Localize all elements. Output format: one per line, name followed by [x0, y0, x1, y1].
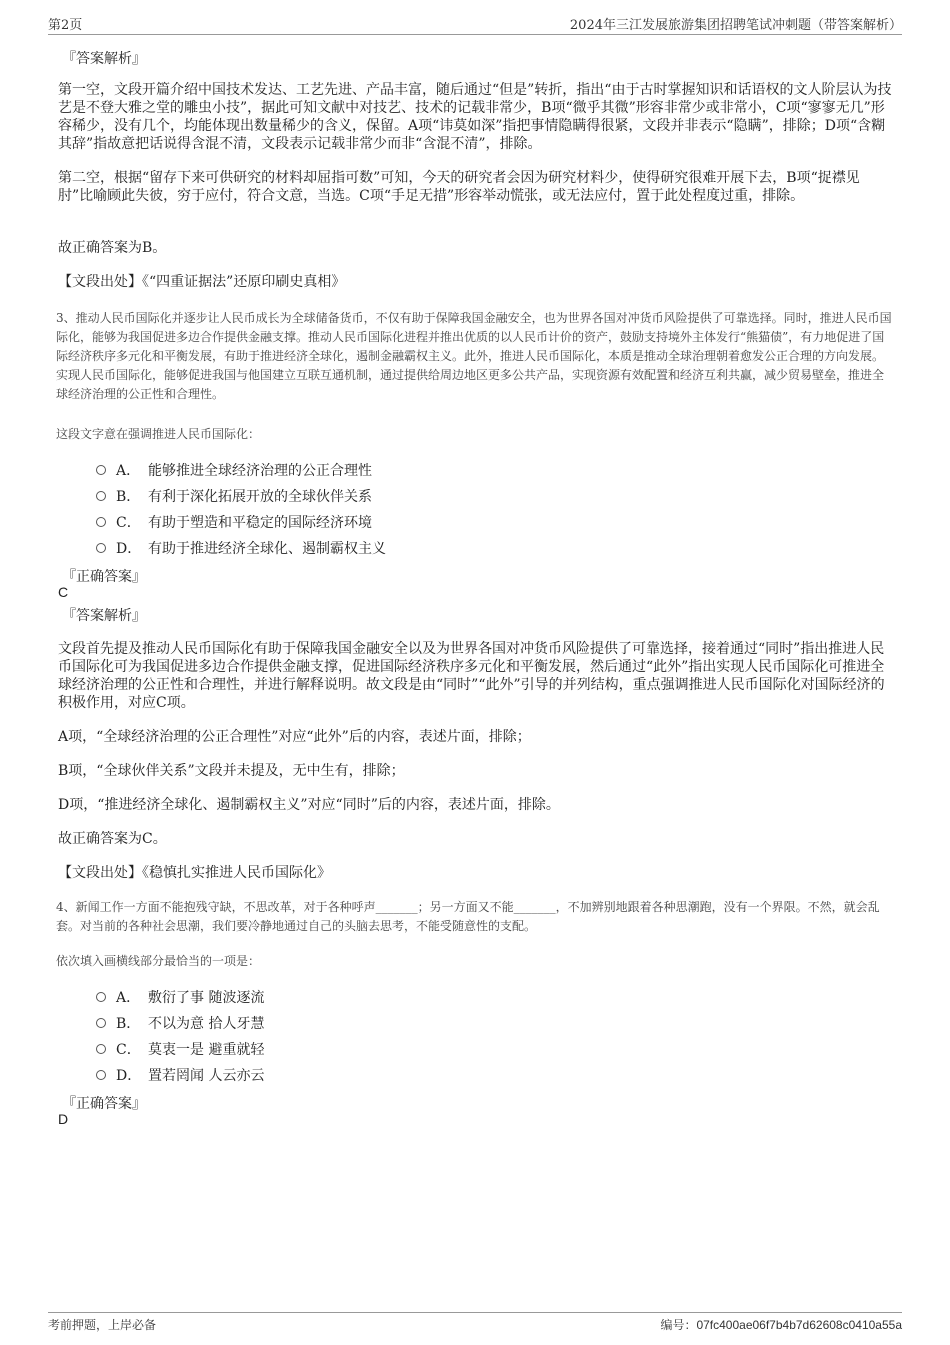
question-prompt: 这段文字意在强调推进人民币国际化： [56, 427, 261, 441]
question-prompt: 依次填入画横线部分最恰当的一项是： [56, 954, 261, 968]
option-a[interactable]: A． 能够推进全球经济治理的公正合理性 [96, 460, 372, 480]
analysis-option-b: B项，“全球伙伴关系”文段并未提及，无中生有，排除； [58, 763, 405, 779]
analysis-conclusion: 故正确答案为C。 [58, 831, 167, 847]
code-label: 编号： [660, 1318, 697, 1332]
document-code [660, 1316, 902, 1333]
radio-icon[interactable] [96, 491, 106, 501]
radio-icon[interactable] [96, 517, 106, 527]
analysis-paragraph-2: 第二空，根据“留存下来可供研究的材料却屈指可数”可知，今天的研究者会因为研究材料少，使得研究很难开展下去，B项“捉襟见肘”比喻顾此失彼，穷于应付，符合文意，当选。C项“手足无措”形容举动慌张，或无法应付，置于此处程度过重，排除。 [58, 170, 860, 204]
source-citation: 【文段出处】《稳慎扎实推进人民币国际化》 [58, 865, 331, 881]
radio-icon[interactable] [96, 465, 106, 475]
radio-icon[interactable] [96, 1018, 106, 1028]
option-d[interactable]: D． 置若罔闻 人云亦云 [96, 1065, 264, 1085]
analysis-option-d: D项，“推进经济全球化、遏制霸权主义”对应“同时”后的内容，表述片面，排除。 [58, 797, 560, 813]
analysis-option-a: A项，“全球经济治理的公正合理性”对应“此外”后的内容，表述片面，排除； [58, 729, 531, 745]
analysis-conclusion: 故正确答案为B。 [58, 240, 167, 256]
radio-icon[interactable] [96, 543, 106, 553]
code-value: 07fc400ae06f7b4b7d62608c0410a55a [696, 1318, 902, 1332]
answer-label: 『正确答案』 [62, 569, 146, 585]
document-title: 2024年三江发展旅游集团招聘笔试冲刺题（带答案解析） [569, 18, 902, 33]
page-footer [48, 1312, 902, 1333]
option-c[interactable]: C． 有助于塑造和平稳定的国际经济环境 [96, 512, 372, 532]
analysis-paragraph-1: 第一空，文段开篇介绍中国技术发达、工艺先进、产品丰富，随后通过“但是”转折，指出“由于古时掌握知识和话语权的文人阶层认为技艺是不登大雅之堂的雕虫小技”，据此可知文献中对技艺、技术的记载非常少，B项“微乎其微”形容非常少或非常小，C项“寥寥无几”形容稀少，没有几个，均能体现出数量稀少的含义，保留。A项“讳莫如深”指把事情隐瞒得很紧，文段并非表示“隐瞒”，排除；D项“含糊其辞”指故意把话说得含混不清，文段表示记载非常少而非“含混不清”，排除。 [58, 82, 892, 152]
option-b[interactable]: B． 有利于深化拓展开放的全球伙伴关系 [96, 486, 372, 506]
page-header [48, 14, 902, 35]
source-citation: 【文段出处】《“四重证据法”还原印刷史真相》 [58, 274, 346, 290]
analysis-label: 『答案解析』 [62, 51, 146, 67]
page-number: 第2页 [48, 18, 83, 33]
radio-icon[interactable] [96, 1044, 106, 1054]
correct-answer: C [58, 584, 69, 600]
option-c[interactable]: C． 莫衷一是 避重就轻 [96, 1039, 264, 1059]
analysis-paragraph: 文段首先提及推动人民币国际化有助于保障我国金融安全以及为世界各国对冲货币风险提供了可靠选择，接着通过“同时”指出推进人民币国际化可为我国促进多边合作提供金融支撑，促进国际经济秩序多元化和平衡发展，然后通过“此外”指出实现人民币国际化可推进全球经济治理的公正性和合理性，并进行解释说明。故文段是由“同时”“此外”引导的并列结构，重点强调推进人民币国际化对国际经济的积极作用，对应C项。 [58, 641, 885, 711]
correct-answer: D [58, 1111, 69, 1127]
question-stem: 3、推动人民币国际化并逐步让人民币成长为全球储备货币，不仅有助于保障我国金融安全，也为世界各国对冲货币风险提供了可靠选择。同时，推进人民币国际化，能够为我国促进多边合作提供金融支撑。推动人民币国际化进程并推出优质的以人民币计价的资产，鼓励支持境外主体发行“熊猫债”，有力地促进了国际经济秩序多元化和平衡发展，有助于推进经济全球化，遏制金融霸权主义。此外，推进人民币国际化，本质是推动全球治理朝着愈发公正合理的方向发展。实现人民币国际化，能够促进我国与他国建立互联互通机制，通过提供给周边地区更多公共产品，实现资源有效配置和经济互利共赢，减少贸易壁垒，推进全球经济治理的公正性和合理性。 [56, 311, 892, 401]
radio-icon[interactable] [96, 992, 106, 1002]
radio-icon[interactable] [96, 1070, 106, 1080]
footer-slogan: 考前押题，上岸必备 [48, 1318, 157, 1332]
option-d[interactable]: D． 有助于推进经济全球化、遏制霸权主义 [96, 538, 386, 558]
option-a[interactable]: A． 敷衍了事 随波逐流 [96, 987, 264, 1007]
option-b[interactable]: B． 不以为意 拾人牙慧 [96, 1013, 264, 1033]
answer-label: 『正确答案』 [62, 1096, 146, 1112]
question-stem: 4、新闻工作一方面不能抱残守缺，不思改革，对于各种呼声_______；另一方面又不能_______，不加辨别地跟着各种思潮跑，没有一个界限。不然，就会乱套。对当前的各种社会思潮，我们要冷静地通过自己的头脑去思考，不能受随意性的支配。 [56, 900, 880, 933]
analysis-label: 『答案解析』 [62, 608, 146, 624]
